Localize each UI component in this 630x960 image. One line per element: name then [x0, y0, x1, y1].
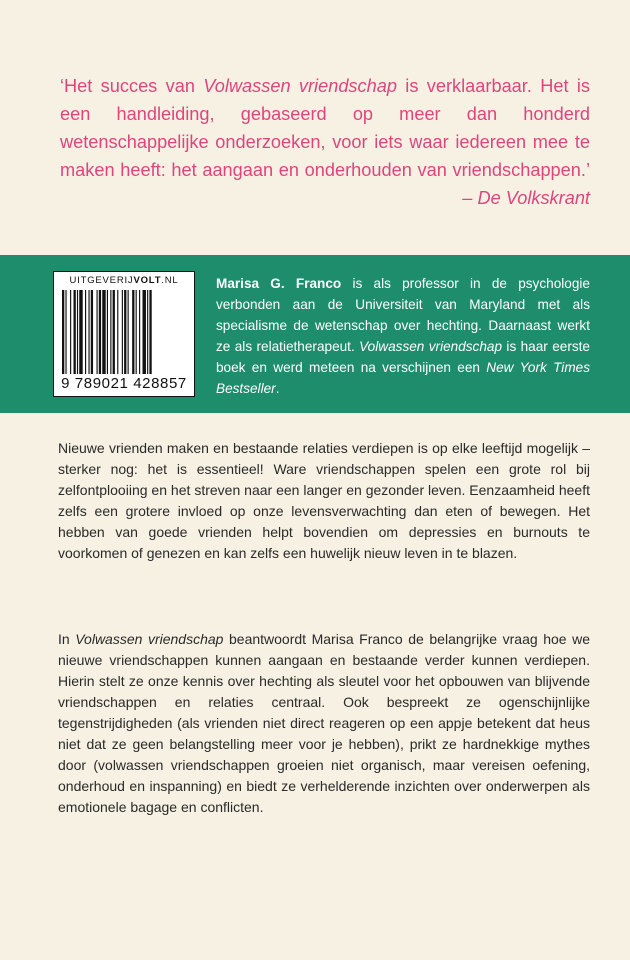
quote-open: ‘Het succes van: [60, 76, 204, 96]
publisher-url: [54, 275, 194, 286]
barcode-panel: [53, 271, 195, 397]
quote-book-title: Volwassen vriendschap: [203, 76, 397, 96]
blurb-2-in: In: [58, 631, 76, 647]
publisher-name: VOLT: [133, 275, 162, 286]
blurb-paragraph-1: [58, 438, 590, 564]
isbn-number: 9 789021 428857: [61, 375, 187, 392]
endorsement-quote: [60, 72, 590, 212]
author-bio: [216, 273, 590, 399]
publisher-suffix: .NL: [161, 275, 179, 286]
publisher-prefix: UITGEVERIJ: [69, 275, 134, 286]
blurb-2-book-title: Volwassen vriendschap: [75, 631, 224, 647]
quote-text: is verklaarbaar. Het is een handleiding, gebaseerd op meer dan honderd wetenschappelijke onderzoeken, voor iets waar iedereen mee te maken heeft: het aangaan en onderhouden van vriendschappen.’ –: [60, 76, 591, 208]
author-name: Marisa G. Franco: [216, 276, 342, 291]
blurb-1-text: Nieuwe vrienden maken en bestaande relaties verdiepen is op elke leeftijd mogelijk – sterker nog: het is essentieel! Ware vriendschappen spelen een grote rol bij zelfontplooiing en het streven naar een langer en gezonder leven. Eenzaamheid heeft zelfs een grotere invloed op onze levensverwachting dan eten of bewegen. Het hebben van goede vrienden helpt bovendien om depressies en burnouts te voorkomen of genezen en kan zelfs een huwelijk nieuw leven in te blazen.: [58, 440, 590, 561]
barcode-icon: [60, 290, 188, 374]
blurb-2-text: beantwoordt Marisa Franco de belangrijke vraag hoe we nieuwe vriendschappen kunnen aangaan en bestaande verder kunnen verdiepen. Hierin stelt ze onze kennis over hechting als sleutel voor het opbouwen van blijvende vriendschappen en relaties centraal. Ook bespreekt ze ogenschijnlijke tegenstrijdigheden (als vrienden niet direct reageren op een appje betekent dat heus niet dat ze geen belangstelling meer voor je hebben), prikt ze hardnekkige mythes door (volwassen vriendschappen groeien niet organisch, maar vereisen oefening, onderhoud en inspanning) en biedt ze verhelderende inzichten over onderwerpen als emotionele bagage en conflicten.: [58, 631, 590, 815]
bio-text-2: is haar eerste boek en werd meteen na verschijnen een: [216, 339, 590, 375]
quote-source: De Volkskrant: [477, 188, 590, 208]
bio-end: .: [275, 381, 280, 396]
bio-text-1: is als professor in de psychologie verbonden aan de Universiteit van Maryland met als specialisme de wetenschap over hechting. Daarnaast werkt ze als relatietherapeut.: [216, 276, 590, 354]
bio-bestseller: New York Times Bestseller: [216, 360, 590, 396]
blurb-paragraph-2: [58, 629, 590, 818]
bio-book-title: Volwassen vriendschap: [359, 339, 503, 354]
